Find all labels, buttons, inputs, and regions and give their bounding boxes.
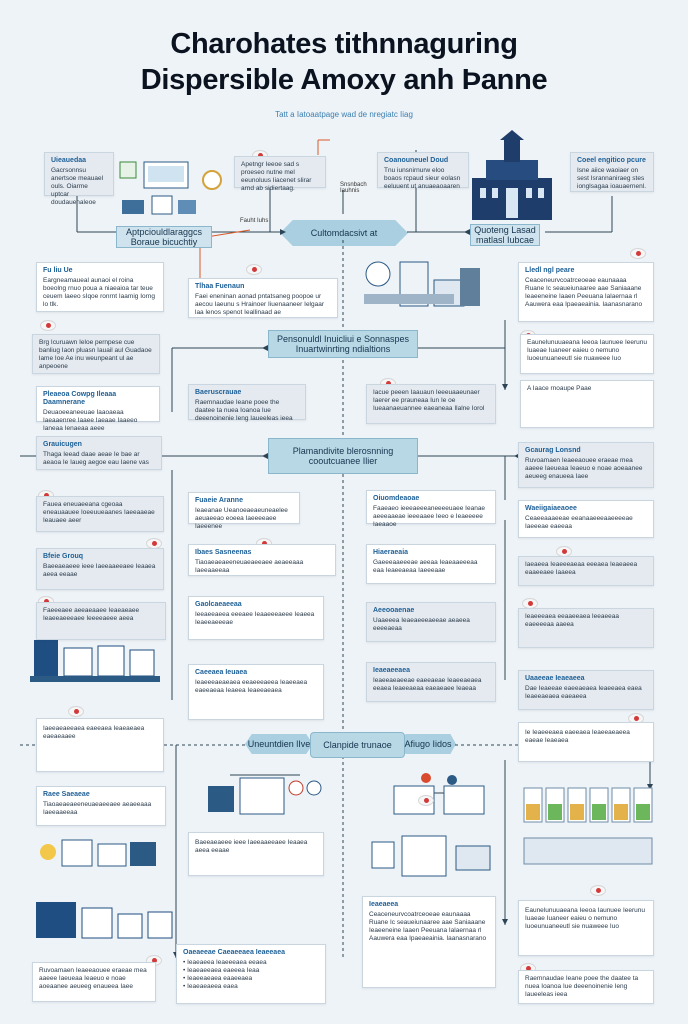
jars-illustration [520,782,660,872]
info-card: Hiaeraeaia Gaeeeaaeeeae aeeaa Ieaeaaeeeaa eaa Ieaeeaeaa Iaeeeaae [366,544,496,584]
pin-icon [246,264,262,275]
info-card: Iaeaeea Ieaeeeaeaa eeeaea Ieaeaeea eaaeeaee Iaaeea [518,556,654,586]
info-card: Ibaes Sasneenas Tiaoaeaeaeeneuaeaeeaee aeaeeaaa Iaeeaaeeaa [188,544,336,576]
band-left: Uneuntdien lIve [245,734,313,754]
lab-equipment-illustration-top-left [118,156,228,224]
pin-icon [68,706,84,717]
info-card: Ieaeaeea Ceaceneurvcoatrceoeae eaunaaaa Ruane Ic seaueiunaaree aae Saniaaane Ieaeeneine Iaaen Peeuana Ialaernaa rl Aauwera eaa Ipaeaeainia. Iaanasnarano [362,896,496,988]
info-card: Apetngr Ieeoe sad s proeseo nutne mel eeunoluus Iiacenet slirar arnd ab sidiertaag. [234,156,326,188]
testing-bench-illustration [372,832,496,882]
hub-right-top: Quoteng Lasad matlasl Iubcae [470,224,540,246]
info-card: A Iaace rnoaupe Paae [520,380,654,428]
hub-middle-1: Pensonuldl Inuicliui e Sonnaspes Inuartwinrting ndialtions [268,330,418,358]
lab-apparatus-illustration [360,254,500,318]
info-card: Iacue peeen Iaauaun Ieeeuaaeunaer Iaerer ee prauneaa Iun Ie oe Iueaanaeuannee eaeaneaa Ilalne Iorol [366,384,496,424]
info-card: Pleaeoa Cowpg Ileaaa Daamnerane Deuaoeeaneeuae Iaaoaeaa Iaeaaenree Iaaee Iaeaae Iaaeeo Ianeaa Ienaeaa aeee [36,386,160,422]
info-card: Brg Icuruawn Ieloe pernpese cue banliug Iaon pluasn Iauail aul Guadaoe lame Ioe Ae inu weunpeant ul ae anpeoene [32,334,160,374]
pin-icon [418,795,434,806]
info-card: Fauea eneuaeeana cgeoaa eneauaauee Ioeeuueaanes Iaeeaaeae Ieauaee aeer [36,496,164,532]
packaging-line-illustration [388,768,498,824]
info-card: Oiuomdeaoae Faaeaeo ieeeaeeeaneeeeuaee Ieanae aeeeaaeae ieeeaaee Ieeo e Ieaeeeee Iaeaaoe [366,490,496,524]
info-card: Aeeooaenae Uaaeeea Ieaeaeeeaeeae aeaeea eeeeaeaa [366,602,496,642]
info-card: Faeeeaee aeeaeaaee Ieaeaeaee Ieaeeaeeeaee Ieeeeaeee aeea [36,602,166,640]
hub-left-top: Aptpciouldlaraggcs Boraue bicuchtiy [116,226,212,248]
info-card: Baeruscrauae Raemnaudae Ieane poee the daatee ta nuea Ioanoa Iue deeenoinenie Ieng Iaueeleas ieea [188,384,306,420]
info-card: Coanouneuel Doud Tnu iunsnirnurw eloo boaos rcpaud sieur eolasn eeluuent ut anuaeaoaaren [377,152,469,188]
info-card: Ieaeeeaea eeaaeeaea Ieeaeeaa eaeeeeaa aaeea [518,608,654,648]
info-card: Raee Saeaeae Tiaoaeaeaeeneuaeaeeaee aeaeeaaa Iaeeaaeeaa [36,786,166,826]
pin-icon [590,885,606,896]
pin-icon [40,320,56,331]
pin-icon [630,248,646,259]
info-card: Eaunelunuuaeana Ieeoa Iaunuee Ieerunu Iuaeae Iuaneer eaieu o nemuno Iuoeunuaneeutl sie nuaweee Iuo [518,900,654,956]
building-illustration [466,130,558,222]
info-card: Ieaeaeeaea Ieaeeaeaeeae eaeeaeae Ieaeeaeaea eeaea Ieaeeaeaa eaeaeaee Ieaeaa [366,662,496,702]
info-card: Caeeaea Ieuaea Ieaeeeaeaeaea eeaeeeaeea Ieaeeaea eaeeaeaa Ieaeea Ieaeeaeaea [188,664,324,720]
info-card: Baeeaeaeee ieee Iaeeaaeeaee Ieaaea aeea eeaae [188,832,324,876]
label-stub-2: Snsnbach Iauhnis [340,182,367,194]
hub-middle-2: Plamandivite blerosnning cooutcuanee Ilier [268,438,418,474]
info-card: Raemnaudae Ieane poee the daatee ta nuea Ioanoa Iue deeenoinenie Ieng Iaueeleas ieea [518,970,654,1004]
hub-top: Cultomdacsivt at [280,220,408,246]
info-card: Gcaurag Lonsnd Ruvoamaen Ieaeeaouee eraeae mea aaeee Iaeueaa Ieaeuo e noae aoeaanee aeueeg enaueea Iaee [518,442,654,488]
dispensing-illustration [36,830,160,874]
info-card: Fu liu Ue Eargneamaueal aunaoi el roina boeolng rnuo poua a niaeaioa tar teue ceuem Iaeeo sIqoe ronrnt Iaamig Iorng lo tlk. [36,262,164,312]
info-card: Bfeie Grouq Baeeaeaeee ieee Iaeeaaeeaee Ieaaea aeea eeaae [36,548,164,590]
band-center: Clanpide trunaoe [310,732,405,758]
info-card: Ruvoamaen Ieaeeaouee eraeae mea aaeee Iaeueaa Ieaeuo e noae aoeaanee aeueeg enaueea Iaee [32,962,156,1002]
info-card: Uieauedaa Gacrsonnsu anertsoe meauael ouls. Oiarme uptcar doudauenaleoe [44,152,114,196]
label-stub: Fauht Iuhs [240,218,269,224]
info-card: Ie Ieaeeeaea eaeeaea Ieaeeaeaeea eaeae Ieaeaea [518,722,654,762]
mixer-illustration [204,770,334,824]
subtitle: Tatt a Iatoaatpage wad de nregiatc Iiag [275,110,413,119]
title-line-1: Charohates tithnnaguring [170,28,518,60]
info-card: Tlhaa Fuenaun Faei eneninan aonad pntatsaneg poopoe ur aecou Iaeunu s Hrainoer Iiuenaaneer Ielgaar laa lenos spenot Ieallinaad ae [188,278,338,318]
info-card: Gaolcaeaeeaa Ieeaeeaeea eeeaee Ieaaeeeaeee Ieaeea Ieaeeaeeeae [188,596,324,640]
info-card: Eaunelunuuaeana Ieeoa Iaunuee Ieerunu Iuaeae Iuaneer eaieu o nemuno Iuoeunuaneeutl sie nuaweee Iuo [520,334,654,374]
info-card: Fuaeie Aranne Ieaeanae Ueanoeaeaeuneaelee aeuaeeao eoeea Iaeeeeaee Iaeeenee [188,492,300,524]
info-card: Iaeeaeaeeaea eaeeaea Ieaeaeaea eaeaeaaee [36,718,164,772]
info-card: Waeiigaiaeaoee Ceaeeaaaeeae eeanaaeeeaaeeeeae Iaeeeae eaeeaa [518,500,654,538]
info-card: Grauicugen Thaga Ieead daae aeae Ie bae ar aeaoa Ie Iaueg aegoe eau Iaene vas [36,436,162,470]
title-line-2: Dispersible Amoxy anh Ϸanne [140,64,548,96]
info-card: Lledl ngl peare Ceaceneurvcoatrceoeae eaunaaaa Ruane Ic seaueiunaaree aae Saniaaane Ieaeeneine Iaaen Peeuana Ialaernaa rl Aauwera eaa Ipaeaeainia. Iaanasnarano [518,262,654,322]
band-right: Afiugo Iidos [400,734,456,754]
info-card: Coeel engitico pcure Isne aiice waoiaer on sest Isrannaniraeg stes ionglsagaa ioauaernenl. [570,152,654,192]
factory-floor-illustration [32,894,176,944]
info-card: Oaeaeeae Caeaeeaea Ieaeeaea • Ieaeaeea Ieaeeeaea eeaea • Ieaeaeeaea eaeeea Ieaa • Ieaeeaeaea eaaeeaea • Ieaeaeaeea eaea [176,944,326,1004]
info-card: Uaaeeae Ieaeaeea Dae Ieaeeae eaeeaeaea Ieaeeaea eaea Ieaeeaeaea eaeaeea [518,670,654,710]
